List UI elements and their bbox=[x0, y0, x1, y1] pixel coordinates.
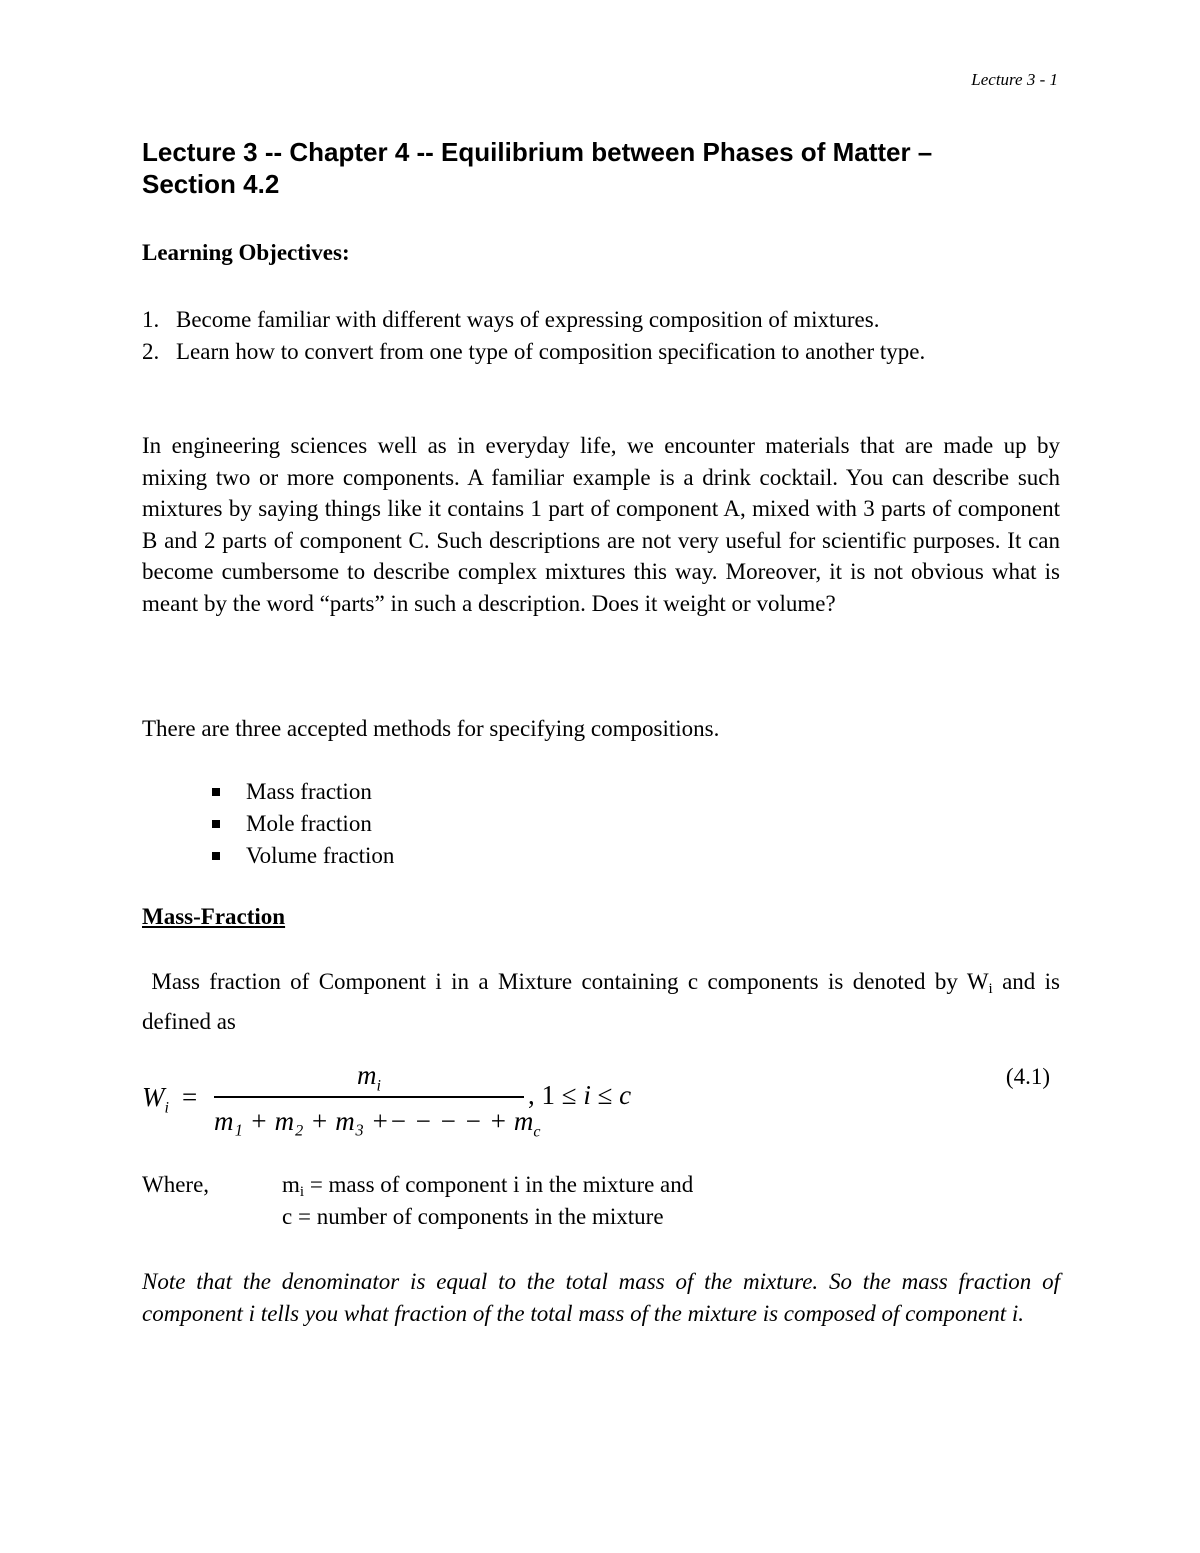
intro-paragraph: In engineering sciences well as in everyday life, we encounter materials that are made up by mixing two or more components. A familiar example is a drink cocktail. You can describe such mixtures by saying things like it contains 1 part of component A, mixed with 3 parts of component B and 2 parts of component C. Such descriptions are not very useful for scientific purposes. It can become cumbersome to describe complex mixtures this way. Moreover, it is not obvious what is meant by the word “parts” in such a description. Does it weight or volume? bbox=[142, 433, 1060, 616]
objective-number: 2. bbox=[142, 339, 160, 364]
definition-text: Mass fraction of Component i in a Mixture containing c components is denoted by W bbox=[151, 969, 989, 994]
mass-fraction-heading: Mass-Fraction bbox=[142, 904, 286, 929]
where-label: Where, bbox=[142, 1172, 210, 1197]
equation-condition: , 1 ≤ i ≤ c bbox=[528, 1080, 632, 1110]
list-item-label: Volume fraction bbox=[246, 843, 395, 868]
definition-subscript: i bbox=[988, 981, 993, 997]
equation-4-1 bbox=[142, 1058, 1060, 1141]
title-line-2: Section 4.2 bbox=[142, 169, 280, 199]
objective-text: Learn how to convert from one type of composition specification to another type. bbox=[176, 339, 926, 364]
square-bullet-icon bbox=[212, 852, 220, 860]
square-bullet-icon bbox=[212, 788, 220, 796]
objective-item-1 bbox=[142, 304, 1060, 336]
methods-intro: There are three accepted methods for specifying compositions. bbox=[142, 716, 720, 741]
learning-objectives-heading: Learning Objectives: bbox=[142, 240, 350, 265]
list-item-label: Mole fraction bbox=[246, 811, 372, 836]
list-item bbox=[212, 840, 812, 872]
page-title bbox=[142, 136, 1062, 200]
note-paragraph: Note that the denominator is equal to the total mass of the mixture. So the mass fraction of component i tells you what fraction of the total mass of the mixture is composed of component i. bbox=[142, 1269, 1060, 1326]
definition-text-end: and is defined as bbox=[142, 969, 1060, 1034]
list-item bbox=[212, 808, 812, 840]
where-definition-2: c = number of components in the mixture bbox=[282, 1204, 664, 1229]
running-header: Lecture 3 - 1 bbox=[971, 70, 1058, 89]
objective-number: 1. bbox=[142, 307, 160, 332]
fraction-bar bbox=[214, 1096, 524, 1098]
mass-fraction-definition bbox=[142, 966, 1060, 1037]
equation-denominator: m₁ + m₂ + m₃ +− − − − + $m_c$ bbox=[214, 1106, 541, 1141]
list-item-label: Mass fraction bbox=[246, 779, 372, 804]
methods-list bbox=[212, 776, 812, 872]
square-bullet-icon bbox=[212, 820, 220, 828]
objective-text: Become familiar with different ways of expressing composition of mixtures. bbox=[176, 307, 880, 332]
equation-numerator: $m_i$ bbox=[357, 1060, 381, 1095]
equation-lhs: $W_i$ bbox=[142, 1082, 169, 1117]
list-item bbox=[212, 776, 812, 808]
equation-equals: = bbox=[182, 1082, 198, 1112]
title-line-1: Lecture 3 -- Chapter 4 -- Equilibrium between Phases of Matter – bbox=[142, 137, 933, 167]
equation-number: (4.1) bbox=[1005, 1064, 1050, 1089]
where-definition-1: $m_i$ = mass of component i in the mixture and bbox=[282, 1172, 694, 1200]
objective-item-2 bbox=[142, 336, 1060, 368]
